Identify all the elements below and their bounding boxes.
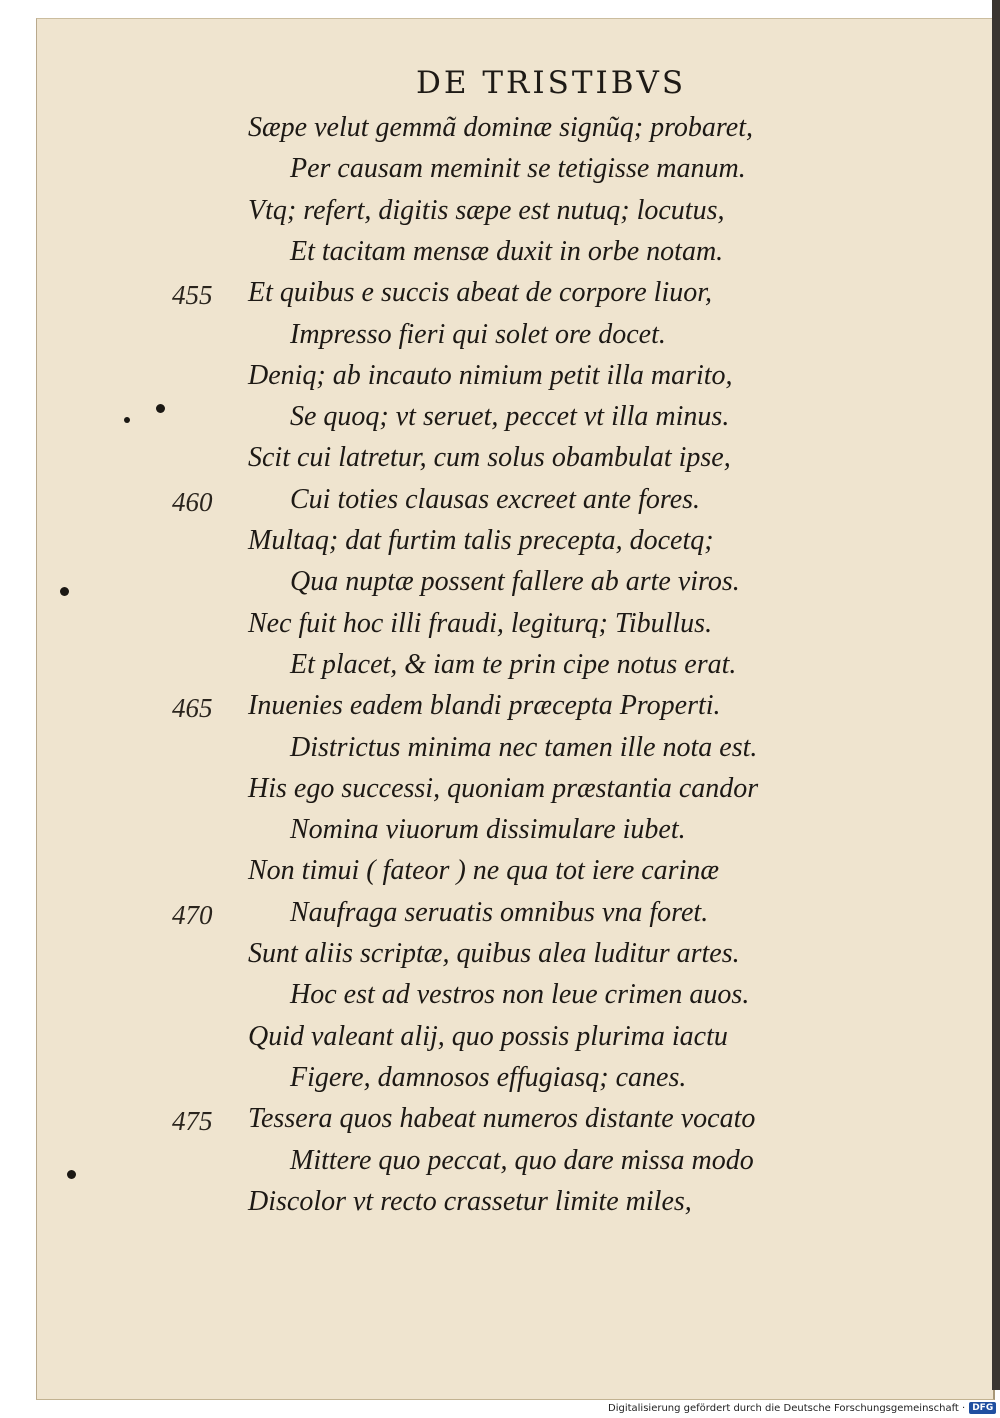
verse-line: Quid valeant alij, quo possis plurima iactu — [248, 1020, 728, 1052]
verse-line: Hoc est ad vestros non leue crimen auos. — [290, 979, 750, 1011]
verse-line: Cui toties clausas excreet ante fores. — [290, 483, 701, 515]
verse-line: Districtus minima nec tamen ille nota est. — [290, 731, 758, 763]
verse-line: Se quoq; vt seruet, peccet vt illa minus. — [290, 401, 730, 433]
verse-line: Figere, damnosos effugiasq; canes. — [290, 1061, 687, 1093]
verse-line: Discolor vt recto crassetur limite miles, — [248, 1185, 692, 1217]
verse-line: Scit cui latretur, cum solus obambulat ipse, — [248, 442, 731, 474]
verse-line: Sæpe velut gemmã dominæ signũq; probaret, — [248, 112, 753, 143]
verse-line: His ego successi, quoniam præstantia candor — [248, 772, 759, 804]
line-number: 460 — [172, 486, 213, 517]
verse-line: Nomina viuorum dissimulare iubet. — [290, 814, 686, 846]
verse-line: Multaq; dat furtim talis precepta, docetq; — [248, 525, 714, 556]
verse-line: Et quibus e succis abeat de corpore liuor, — [248, 277, 713, 309]
verse-line: Inuenies eadem blandi præcepta Properti. — [248, 690, 721, 722]
line-number: 475 — [172, 1106, 213, 1137]
verse-line: Sunt aliis scriptæ, quibus alea luditur artes. — [248, 938, 740, 969]
line-number: 465 — [172, 693, 213, 724]
verse-line: Et tacitam mensæ duxit in orbe notam. — [290, 235, 724, 267]
verse-line: Qua nuptæ possent fallere ab arte viros. — [290, 566, 740, 598]
line-number: 455 — [172, 280, 213, 311]
verse-line: Per causam meminit se tetigisse manum. — [290, 153, 746, 185]
verse-line: Tessera quos habeat numeros distante vocato — [248, 1103, 756, 1135]
verse-line: Non timui ( fateor ) ne qua tot iere carinæ — [248, 855, 720, 887]
ink-dot — [67, 1170, 76, 1179]
ink-dot — [60, 587, 69, 596]
verse-line: Impresso fieri qui solet ore docet. — [290, 318, 666, 350]
ink-dot — [124, 417, 130, 423]
verse-line: Mittere quo peccat, quo dare missa modo — [290, 1144, 754, 1176]
verse-line: Nec fuit hoc illi fraudi, legiturq; Tibullus. — [248, 607, 713, 639]
verse-line: Naufraga seruatis omnibus vna foret. — [290, 896, 709, 928]
verse-line: Vtq; refert, digitis sæpe est nutuq; locutus, — [248, 194, 725, 226]
line-number: 470 — [172, 899, 213, 930]
footer-bar — [608, 1400, 996, 1416]
show-through-text — [847, 189, 1000, 1339]
footer-credit: Digitalisierung gefördert durch die Deutsche Forschungsgemeinschaft · — [608, 1402, 966, 1414]
verse-line: Et placet, & iam te prin cipe notus erat. — [290, 648, 737, 680]
ink-dot — [156, 404, 165, 413]
running-head: DE TRISTIBVS — [416, 65, 687, 101]
binding-edge — [992, 0, 1000, 1390]
dfg-logo: DFG — [969, 1402, 996, 1414]
verse-line: Deniq; ab incauto nimium petit illa marito, — [248, 359, 733, 391]
